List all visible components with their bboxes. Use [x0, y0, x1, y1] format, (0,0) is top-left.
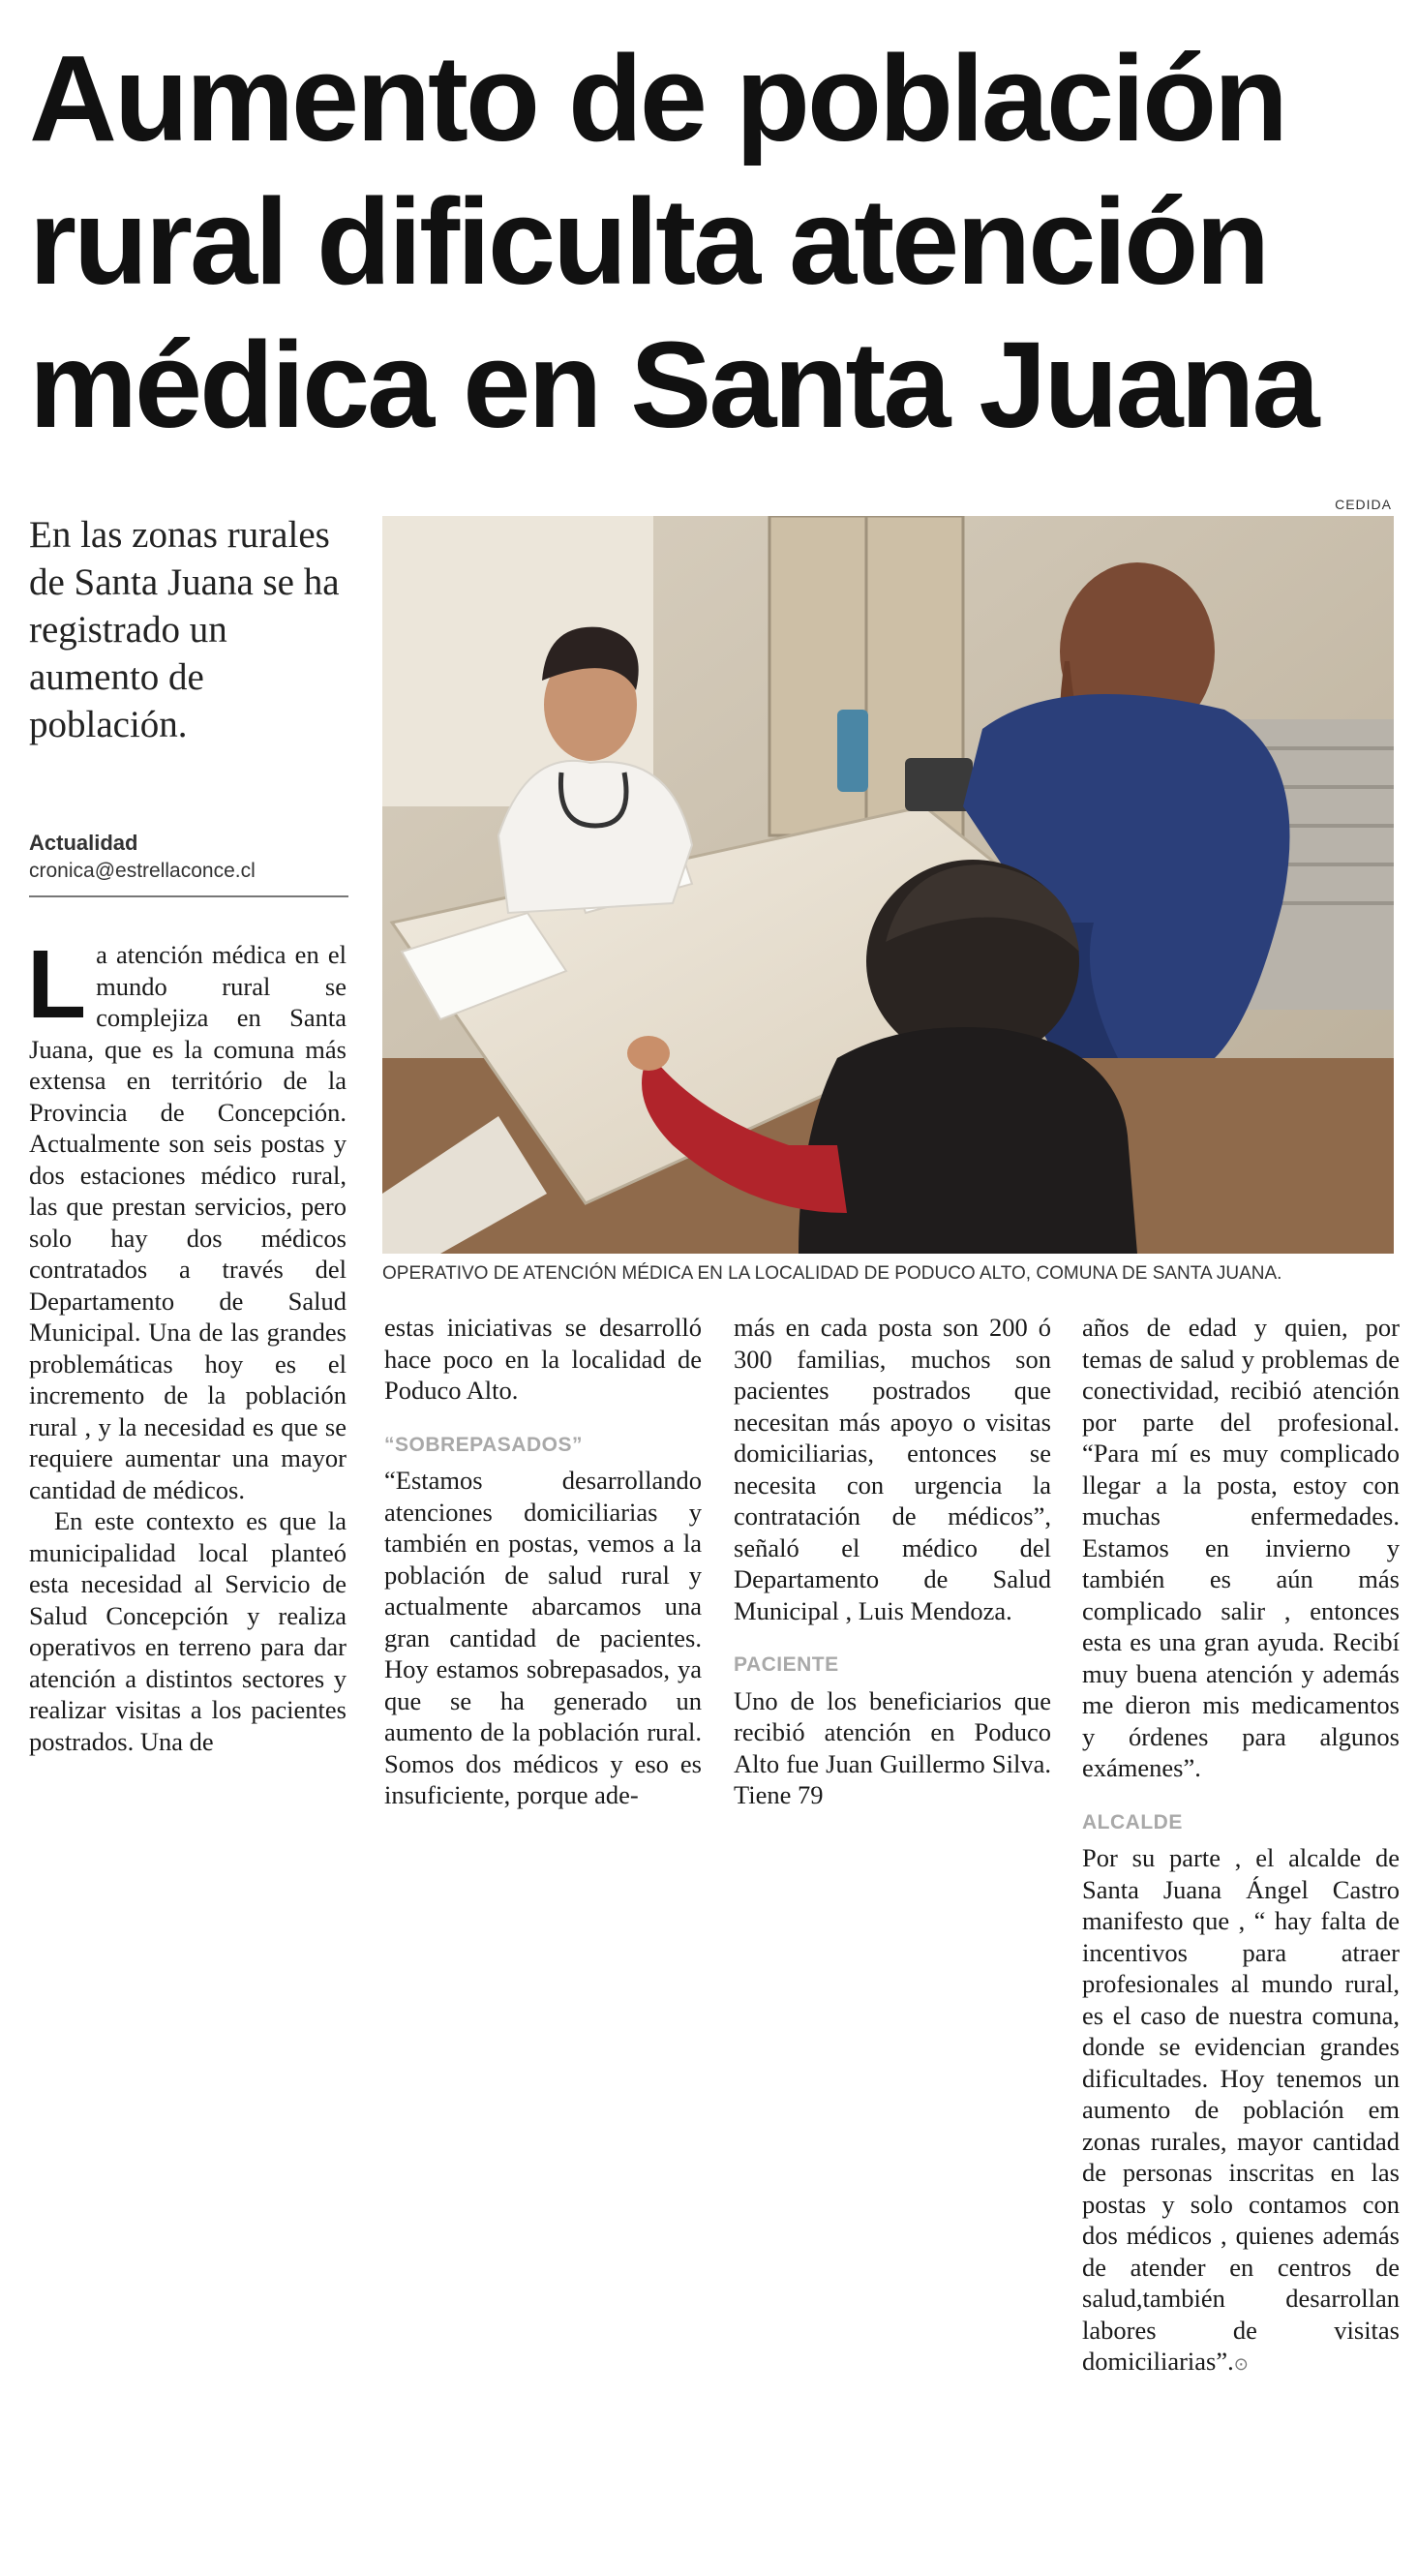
photo-doctor-coat [498, 761, 692, 913]
end-mark-icon: ⊙ [1233, 2354, 1249, 2374]
headline-line-3: médica en Santa Juana [29, 317, 1317, 453]
article-photo [382, 516, 1394, 1254]
body-paragraph: En este contexto es que la municipalidad local planteó esta necesidad al Servicio de Salud Concepción y realiza operativos en terreno para dar atención a distintos sectores y realizar visitas a los pacientes postrados. Una de [29, 1506, 347, 1756]
headline-line-2: rural dificulta atención [29, 173, 1268, 310]
byline-section: Actualidad [29, 831, 138, 855]
body-paragraph [1082, 1842, 1400, 2380]
subhead-alcalde: ALCALDE [1082, 1810, 1183, 1834]
body-paragraph: estas iniciativas se desarrolló hace poco en la localidad de Poduco Alto. [384, 1313, 702, 1405]
body-column-3 [734, 1312, 1051, 1811]
byline-email: cronica@estrellaconce.cl [29, 860, 256, 882]
body-column-2 [384, 1312, 702, 1811]
body-column-1 [27, 930, 347, 1757]
photo-credit: CEDIDA [1335, 497, 1392, 512]
subhead-paciente: PACIENTE [734, 1653, 839, 1676]
paragraph-text: a atención médica en el mundo rural se complejiza en Santa Juana, que es la comuna más extensa en território de la Provincia de Concepción. Actualmente son seis postas y dos estaciones médico rural, las que prestan servicios, pero solo hay dos médicos contratados a través del Departamento de Salud Municipal. Una de las grandes problemáticas hoy es el incremento de la población rural , y la necesidad es que se requiere aumentar una mayor cantidad de médicos. [29, 940, 347, 1504]
photo-caption: OPERATIVO DE ATENCIÓN MÉDICA EN LA LOCALIDAD DE PODUCO ALTO, COMUNA DE SANTA JUANA. [382, 1263, 1282, 1284]
drop-cap: L [27, 930, 87, 1039]
photo-bottle [837, 710, 868, 792]
body-paragraph: más en cada posta son 200 ó 300 familias, muchos son pacientes postrados que necesitan más apoyo o visitas domiciliarias, entonces se necesita con urgencia la contratación de médicos”, señaló el médico del Departamento de Salud Municipal , Luis Mendoza. [734, 1313, 1051, 1625]
body-paragraph [27, 930, 347, 1505]
byline-divider [29, 895, 348, 897]
headline-line-1: Aumento de población [29, 30, 1286, 167]
body-column-4 [1082, 1312, 1400, 2380]
headline [29, 27, 1403, 457]
body-paragraph: Uno de los beneficiarios que recibió atención en Poduco Alto fue Juan Guillermo Silva. Tiene 79 [734, 1685, 1051, 1809]
body-paragraph: “Estamos desarrollando atenciones domiciliarias y también en postas, vemos a la población de salud rural y actualmente abarcamos una gran cantidad de pacientes. Hoy estamos sobrepasados, ya que se ha generado un aumento de la población rural. Somos dos médicos y eso es insuficiente, porque ade- [384, 1466, 702, 1809]
paragraph-text: Por su parte , el alcalde de Santa Juana Ángel Castro manifesto que , “ hay falta de incentivos para atraer profesionales al mundo rural, es el caso de nuestra comuna, donde se evidencian grandes dificultades. Hoy tenemos un aumento de población em zonas rurales, mayor cantidad de personas inscritas en las postas y solo contamos con dos médicos , quienes además de atender en centros de salud,también desarrollan labores de visitas domiciliarias”. [1082, 1843, 1400, 2376]
body-paragraph: años de edad y quien, por temas de salud y problemas de conectividad, recibió atención por parte del profesional. “Para mí es muy complicado llegar a la posta, estoy con muchas enfermedades. Estamos en invierno y también es aún más complicado salir , entonces esta es una gran ayuda. Recibí muy buena atención y además me dieron mis medicamentos y órdenes para algunos exámenes”. [1082, 1313, 1400, 1782]
subhead-sobrepasados: “SOBREPASADOS” [384, 1433, 583, 1456]
deck: En las zonas rurales de Santa Juana se ha registrado un aumento de población. [29, 514, 340, 745]
